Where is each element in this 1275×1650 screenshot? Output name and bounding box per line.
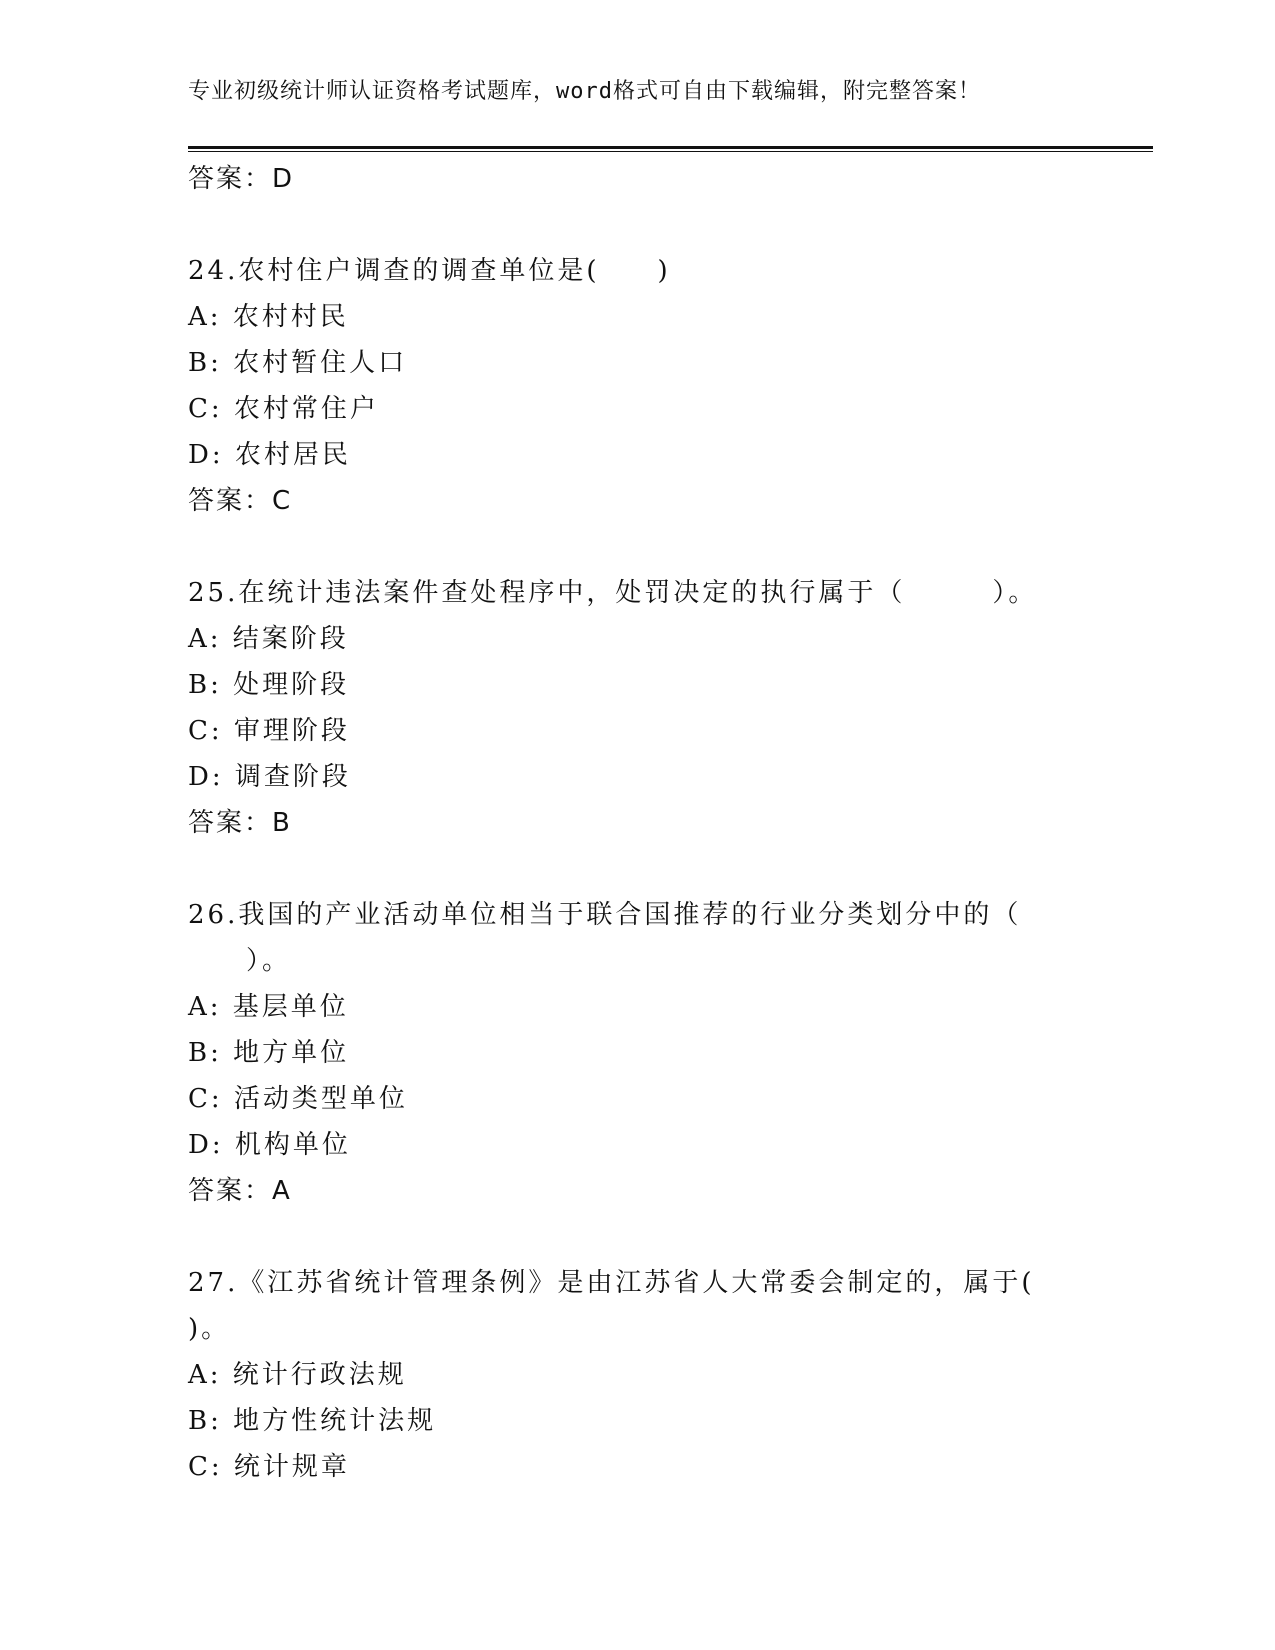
spacer [188,1214,1048,1260]
header-divider-thin [188,151,1153,152]
option-b: B: 农村暂住人口 [188,348,408,378]
option-a: A: 基层单位 [188,992,349,1022]
answer: 答案：A [188,1176,292,1206]
spacer [188,202,1048,248]
spacer [188,524,1048,570]
page-header: 专业初级统计师认证资格考试题库，word格式可自由下载编辑，附完整答案！ [188,79,981,104]
question-26 [188,892,1048,1214]
header-divider [188,146,1153,152]
option-b: B: 地方单位 [188,1038,350,1068]
option-d: D: 机构单位 [188,1130,351,1160]
question-stem: 24.农村住户调查的调查单位是( ) [188,256,671,286]
question-stem: 25.在统计违法案件查处程序中，处罚决定的执行属于（ ）。 [188,578,1038,608]
header-divider-thick [188,146,1153,149]
question-27 [188,1260,1048,1490]
option-d: D: 调查阶段 [188,762,351,792]
question-stem-continued: )。 [188,1314,231,1344]
option-d: D: 农村居民 [188,440,351,470]
option-c: C: 审理阶段 [188,716,350,746]
option-a: A: 统计行政法规 [188,1360,407,1390]
option-c: C: 农村常住户 [188,394,379,424]
option-c: C: 活动类型单位 [188,1084,408,1114]
answer-previous: 答案：D [188,164,295,194]
question-24 [188,248,1048,524]
option-a: A: 农村村民 [188,302,349,332]
option-c: C: 统计规章 [188,1452,350,1482]
answer: 答案：C [188,486,293,516]
spacer [188,846,1048,892]
option-b: B: 处理阶段 [188,670,350,700]
option-b: B: 地方性统计法规 [188,1406,437,1436]
question-stem: 27.《江苏省统计管理条例》是由江苏省人大常委会制定的，属于( [188,1268,1035,1298]
question-stem-continued: ）。 [188,946,292,976]
option-a: A: 结案阶段 [188,624,349,654]
question-25 [188,570,1048,846]
answer: 答案：B [188,808,292,838]
question-stem: 26.我国的产业活动单位相当于联合国推荐的行业分类划分中的（ [188,900,1022,930]
question-list [188,156,1048,1490]
